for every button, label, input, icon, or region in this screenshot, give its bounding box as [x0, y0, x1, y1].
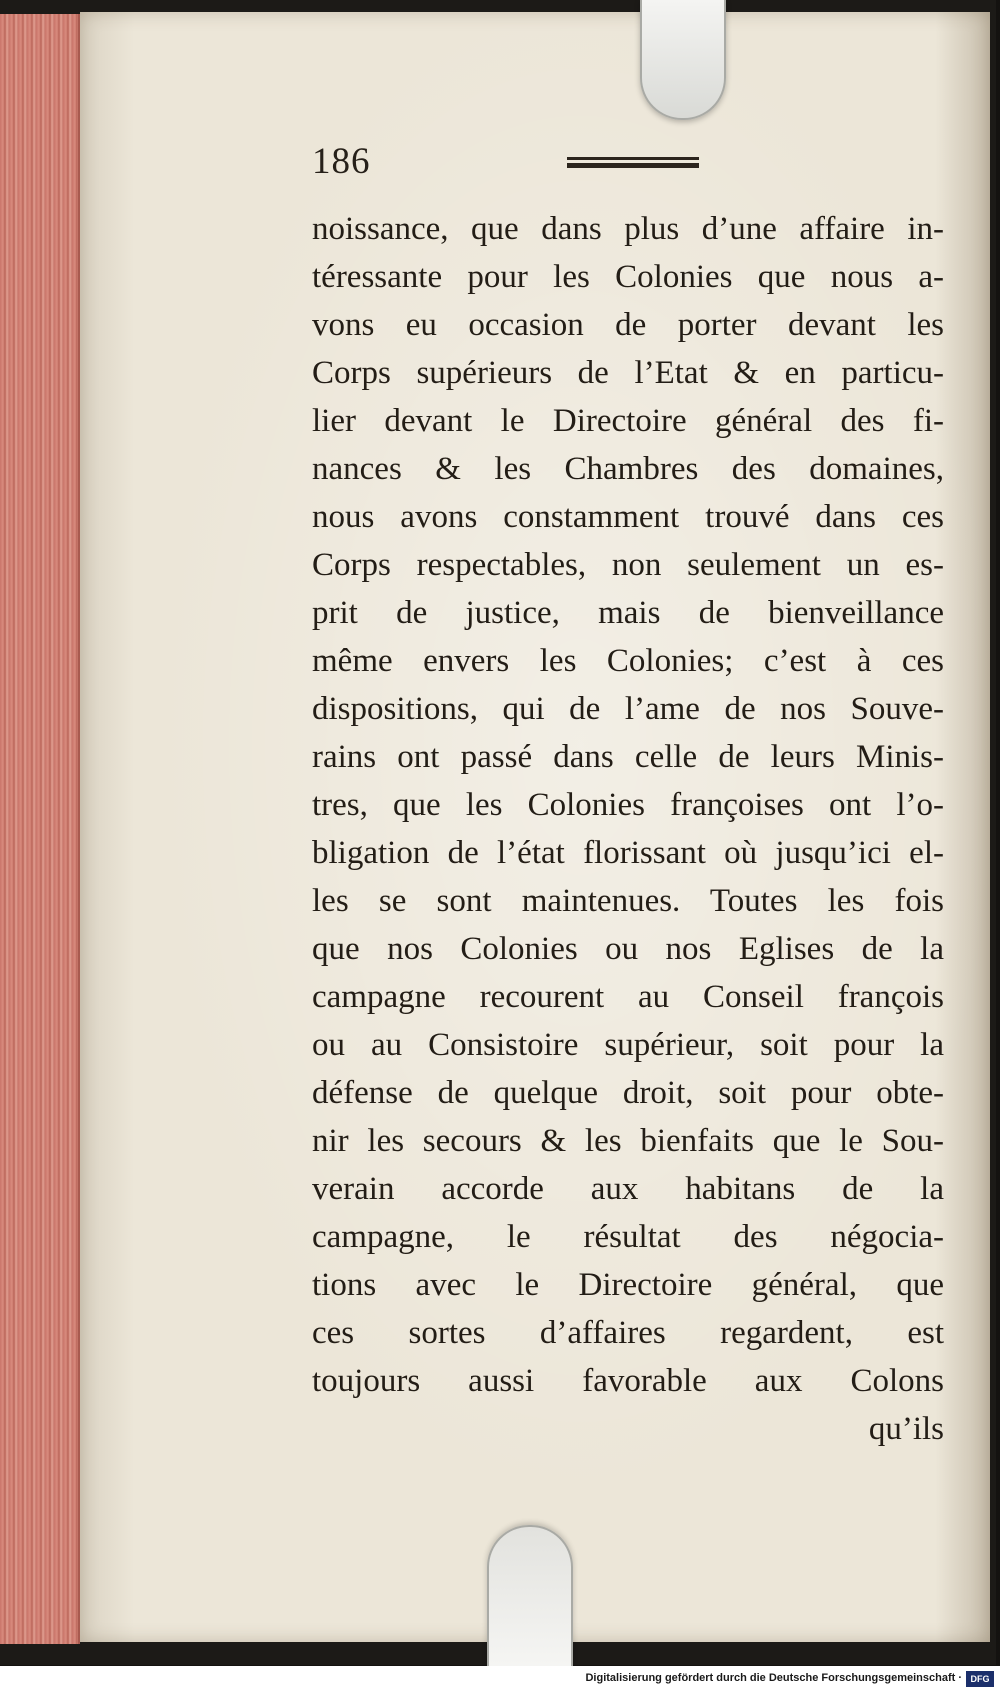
text-line: tres, que les Colonies françoises ont l’o-	[312, 787, 944, 823]
text-line: ou au Consistoire supérieur, soit pour la	[312, 1027, 944, 1063]
text-line: rains ont passé dans celle de leurs Minis-	[312, 739, 944, 775]
page-header	[312, 140, 952, 200]
text-line: lier devant le Directoire général des fi-	[312, 403, 944, 439]
header-ornament-rule	[567, 157, 699, 171]
text-line: toujours aussi favorable aux Colons	[312, 1363, 944, 1399]
page-clip-bottom	[487, 1525, 573, 1672]
page-edges	[0, 14, 80, 1644]
text-line: verain accorde aux habitans de la	[312, 1171, 944, 1207]
text-line: Corps respectables, non seulement un es-	[312, 547, 944, 583]
body-text	[312, 205, 944, 1453]
text-line: prit de justice, mais de bienveillance	[312, 595, 944, 631]
text-line: même envers les Colonies; c’est à ces	[312, 643, 944, 679]
funding-credit: Digitalisierung gefördert durch die Deutsche Forschungsgemeinschaft ·	[585, 1672, 962, 1684]
text-line: ces sortes d’affaires regardent, est	[312, 1315, 944, 1351]
text-line: campagne, le résultat des négocia-	[312, 1219, 944, 1255]
text-line: nir les secours & les bienfaits que le Sou-	[312, 1123, 944, 1159]
footer-bar	[0, 1666, 1000, 1694]
text-line: défense de quelque droit, soit pour obte-	[312, 1075, 944, 1111]
text-line: les se sont maintenues. Toutes les fois	[312, 883, 944, 919]
text-line: téressante pour les Colonies que nous a-	[312, 259, 944, 295]
page-clip-top	[640, 0, 726, 120]
page-number: 186	[312, 141, 371, 182]
text-line: que nos Colonies ou nos Eglises de la	[312, 931, 944, 967]
text-line: noissance, que dans plus d’une affaire in-	[312, 211, 944, 247]
text-line: Corps supérieurs de l’Etat & en particu-	[312, 355, 944, 391]
dfg-logo-icon: DFG	[966, 1671, 994, 1687]
text-line: nous avons constamment trouvé dans ces	[312, 499, 944, 535]
text-line: nances & les Chambres des domaines,	[312, 451, 944, 487]
text-line: tions avec le Directoire général, que	[312, 1267, 944, 1303]
text-line: vons eu occasion de porter devant les	[312, 307, 944, 343]
text-line: dispositions, qui de l’ame de nos Souve-	[312, 691, 944, 727]
text-line: bligation de l’état florissant où jusqu’ici el-	[312, 835, 944, 871]
catchword: qu’ils	[868, 1411, 944, 1447]
text-line: campagne recourent au Conseil françois	[312, 979, 944, 1015]
